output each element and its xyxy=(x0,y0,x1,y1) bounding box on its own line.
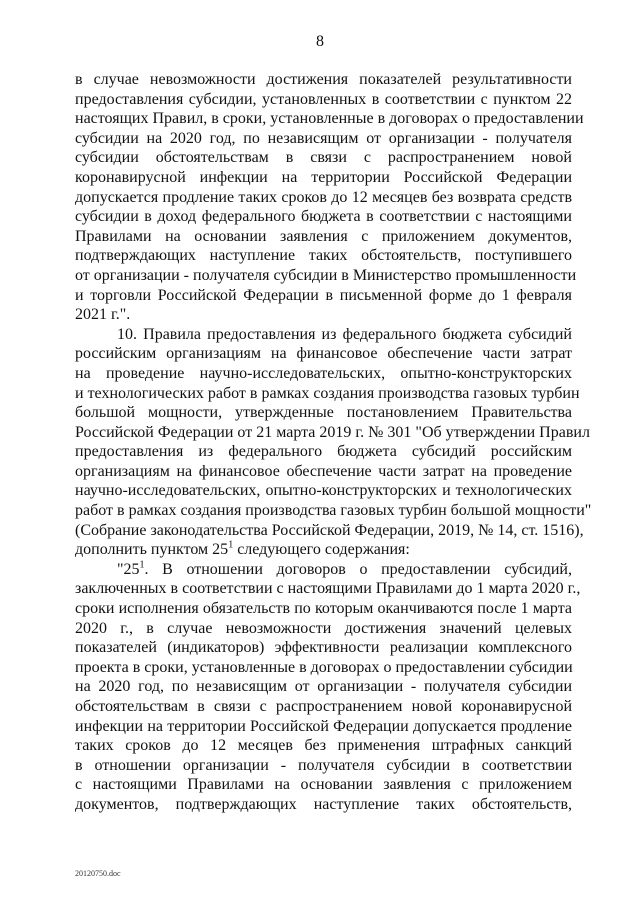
text-line: научно-исследовательских, опытно-конструкторских и технологических xyxy=(75,482,572,500)
file-name-footer: 20120750.doc xyxy=(75,869,121,878)
text-line: в случае невозможности достижения показателей результативности xyxy=(75,71,572,88)
text-line: в отношении организации - получателя субсидии в соответствии xyxy=(75,756,572,774)
text-line: субсидии обстоятельствам в связи с распространением новой xyxy=(75,149,572,167)
text-line: Правилами на основании заявления с приложением документов, xyxy=(75,227,572,245)
text-run: "25 xyxy=(117,560,140,578)
document-body xyxy=(75,70,592,815)
text-line: сроки исполнения обязательств по которым оканчиваются после 1 марта xyxy=(75,600,572,618)
text-line: инфекции на территории Российской Федерации допускается продление xyxy=(75,717,572,735)
text-line: коронавирусной инфекции на территории Российской Федерации xyxy=(75,168,572,186)
text-line: заключенных в соответствии с настоящими Правилами до 1 марта 2020 г., xyxy=(75,580,581,598)
text-line xyxy=(75,560,572,580)
text-line: 10. Правила предоставления из федерального бюджета субсидий xyxy=(117,325,572,343)
text-line xyxy=(75,540,572,560)
text-line: большой мощности, утвержденные постановлением Правительства xyxy=(75,404,572,422)
paragraph-3 xyxy=(75,559,581,815)
text-line: на 2020 год, по независящим от организации - получателя субсидии xyxy=(75,678,572,696)
text-run: . В отношении договоров о предоставлении субсидий, xyxy=(144,560,572,578)
text-line: 2021 г.". xyxy=(75,306,131,324)
text-line: предоставления из федерального бюджета субсидий российским xyxy=(75,443,572,461)
text-line: предоставления субсидии, установленных в соответствии с пунктом 22 xyxy=(75,90,572,108)
text-line: организациям на финансовое обеспечение части затрат на проведение xyxy=(75,462,572,480)
text-line: работ в рамках создания производства газовых турбин большой мощности" xyxy=(75,502,592,520)
text-run: дополнить пунктом 25 xyxy=(75,541,229,559)
text-line: и торговли Российской Федерации в письменной форме до 1 февраля xyxy=(75,286,572,304)
text-line: показателей (индикаторов) эффективности реализации комплексного xyxy=(75,639,572,657)
text-line: субсидии на 2020 год, по независящим от организации - получателя xyxy=(75,129,572,147)
text-line: 2020 г., в случае невозможности достижения значений целевых xyxy=(75,619,572,637)
paragraph-2 xyxy=(75,325,592,560)
superscript: 1 xyxy=(228,539,234,551)
text-line: субсидии в доход федерального бюджета в соответствии с настоящими xyxy=(75,208,572,226)
text-line: (Собрание законодательства Российской Федерации, 2019, № 14, ст. 1516), xyxy=(75,521,584,539)
superscript: 1 xyxy=(139,559,145,571)
text-line: допускается продление таких сроков до 12 месяцев без возврата средств xyxy=(75,188,572,206)
paragraph-1 xyxy=(75,70,584,325)
text-line: Российской Федерации от 21 марта 2019 г. № 301 "Об утверждении Правил xyxy=(75,423,590,441)
text-line: документов, подтверждающих наступление таких обстоятельств, xyxy=(75,795,572,813)
text-line: с настоящими Правилами на основании заявления с приложением xyxy=(75,776,572,794)
text-line: и технологических работ в рамках создания производства газовых турбин xyxy=(75,384,580,402)
text-line: подтверждающих наступление таких обстоятельств, поступившего xyxy=(75,247,572,265)
text-line: на проведение научно-исследовательских, опытно-конструкторских xyxy=(75,364,572,382)
text-line: таких сроков до 12 месяцев без применения штрафных санкций xyxy=(75,737,572,755)
text-line: проекта в сроки, установленные в договорах о предоставлении субсидии xyxy=(75,658,573,676)
text-line: настоящих Правил, в сроки, установленные в договорах о предоставлении xyxy=(75,110,584,128)
text-line: обстоятельствам в связи с распространением новой коронавирусной xyxy=(75,698,572,715)
text-run: следующего содержания: xyxy=(233,541,410,559)
text-line: российским организациям на финансовое обеспечение части затрат xyxy=(75,345,572,363)
text-line: от организации - получателя субсидии в Министерство промышленности xyxy=(75,266,577,284)
page-number: 8 xyxy=(316,33,324,50)
